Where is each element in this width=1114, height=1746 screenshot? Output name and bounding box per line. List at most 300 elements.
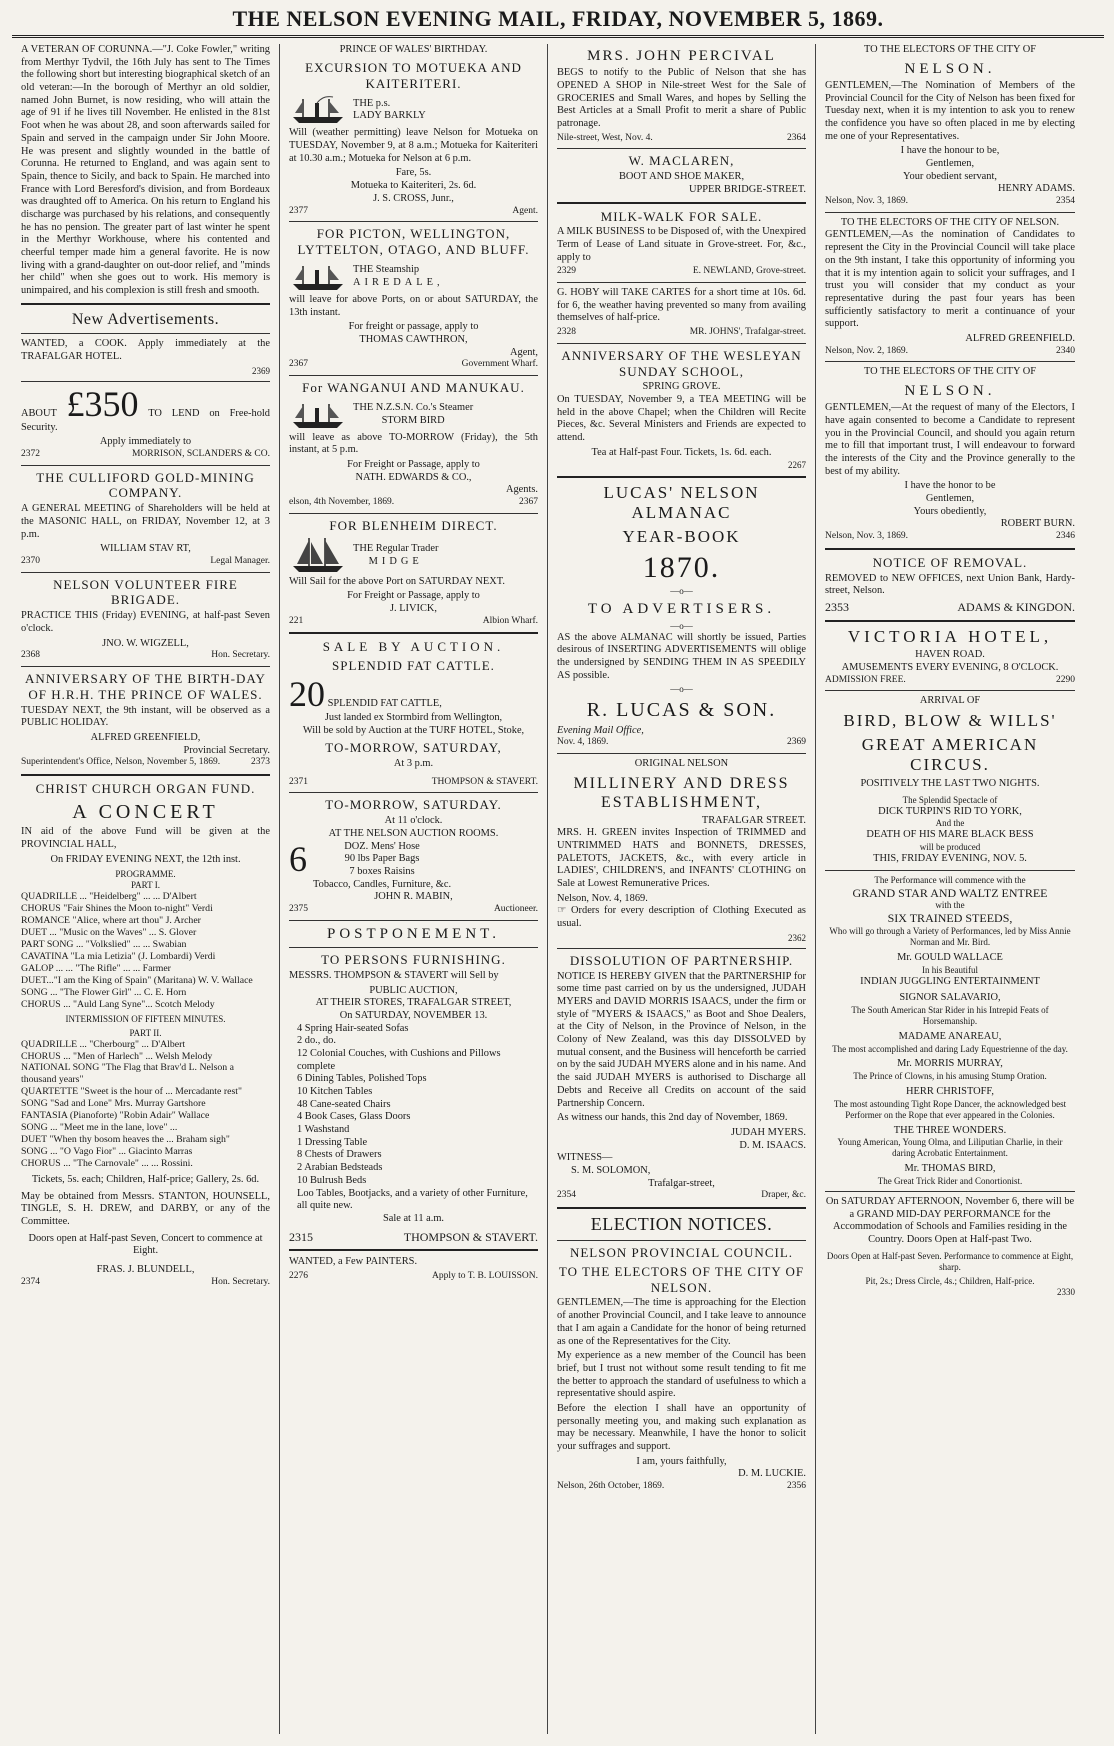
millinery-body: MRS. H. GREEN invites Inspection of TRIMMED and UNTRIMMED HATS and BONNETS, DRESSES, PALETOTS, JACKETS, &c., with every article in LADIES', CHILDREN'S, and INFANTS' CLOTHING on Sale at Lowest Remunerative Prices. (557, 827, 806, 890)
lend-ad (21, 383, 270, 435)
almanac-sub: YEAR-BOOK (622, 526, 741, 546)
dissolution-sig2: D. M. ISAACS. (739, 1139, 806, 1151)
ship-label: THE p.s. (353, 97, 391, 109)
greenfield-body: GENTLEMEN,—As the nomination of Candidates to represent the City in the Provincial Council will take place on the 9th instant, I take this opportunity of informing you that it is my intention again to solicit your suffrages, and I trust you will consider that my conduct as your representative during the past four years has been sufficiently satisfactory to merit a continuance of your support. (825, 229, 1075, 330)
programme-item: CHORUS ... "The Carnovale" ... ... Rossini. (21, 1157, 193, 1169)
painters-apply: Apply to T. B. LOUISSON. (431, 1270, 538, 1281)
culliford-footer (21, 556, 270, 568)
dissolution-body: NOTICE IS HEREBY GIVEN that the PARTNERSHIP for some time past carried on by us the undersigned, JUDAH MYERS and DAVID MORRIS ISAACS, under the firm or style of "MYERS & ISAACS," as Boot and Shoe Dealers, at the City of Nelson, in the Province of Nelson, in the Colony of New Zealand, was this day DISSOLVED by mutual consent, and the Business will henceforth be carried on by the said JUDAH MYERS alone and in his name. And the said JUDAH MYERS is authorised to Discharge all Debts and Receive all Credits on account of the said Partnership Concern. (557, 970, 806, 1109)
cross-footer (289, 206, 538, 218)
burn-honour: I have the honor to be (904, 480, 996, 492)
victoria-title: VICTORIA HOTEL, (847, 626, 1053, 646)
tomorrow-title: TO-MORROW, SATURDAY. (325, 797, 502, 813)
cattle-number: 20 (289, 673, 325, 714)
ad-number: 2373 (251, 757, 270, 768)
concert-sig: FRAS. J. BLUNDELL, (96, 1264, 195, 1276)
midge-footer (289, 616, 538, 628)
programme-part1 (21, 891, 270, 1010)
dissolution-wname: S. M. SOLOMON, (571, 1164, 651, 1176)
cattle-sig: THOMPSON & STAVERT. (431, 776, 538, 787)
furnishing-time: Sale at 11 a.m. (382, 1212, 445, 1224)
tickets: Tickets, 5s. each; Children, Half-price; Gallery, 2s. 6d. (31, 1173, 260, 1185)
milk-title: MILK-WALK FOR SALE. (600, 208, 763, 224)
dissolution-wrole: Trafalgar-street, (648, 1177, 715, 1189)
divider (557, 476, 806, 478)
tomorrow-time: At 11 o'clock. (384, 815, 443, 827)
adams-date: Nelson, Nov. 3, 1869. (825, 196, 909, 207)
programme-item: CAVATINA "La mia Letizia" (J. Lombardi) Verdi (21, 950, 216, 962)
ad-number: 2315 (289, 1229, 313, 1244)
tomorrow-number: 6 (289, 838, 307, 879)
circus-wallace: Mr. GOULD WALLACE (897, 951, 1003, 963)
furnishing-date: On SATURDAY, NOVEMBER 13. (339, 1009, 488, 1021)
circus-grand: GRAND STAR AND WALTZ ENTREE (852, 885, 1048, 900)
millinery-title: MILLINERY AND DRESS ESTABLISHMENT, (573, 774, 790, 812)
hand-icon: ☞ (557, 905, 572, 917)
ornament: —o— (670, 684, 693, 695)
ad-number: 2368 (21, 650, 40, 661)
midge-ad (289, 536, 538, 576)
ad-number: 2374 (21, 1276, 40, 1287)
cattle-footer (289, 777, 538, 789)
lend-text: TO LEND on Free-hold Security. (21, 407, 270, 433)
programme-item: SONG ... "The Flower Girl" ... C. E. Horn (21, 986, 187, 998)
programme-item: SONG ... "Meet me in the lane, love" ... (21, 1122, 178, 1134)
midge-body: Will Sail for the above Port on SATURDAY NEXT. (289, 575, 505, 587)
lend-apply: Apply immediately to (99, 436, 192, 448)
circus-bird-desc: The Great Trick Rider and Conortionist. (877, 1176, 1023, 1187)
circus-six-desc: Who will go through a Variety of Performances, led by Miss Annie Norman and Mr. Bird. (829, 925, 1071, 947)
programme-item: NATIONAL SONG "The Flag that Brav'd L. Nelson a thousand years" (21, 1062, 235, 1086)
circus-wallace-b: In his Beautiful (922, 964, 978, 975)
ad-number: 2369 (252, 365, 270, 376)
programme-part2 (21, 1039, 270, 1170)
obtained: May be obtained from Messrs. STANTON, HOUNSELL, TINGLE, S. H. DREW, and DARBY, or any of the Committee. (21, 1190, 270, 1227)
masthead: THE NELSON EVENING MAIL, FRIDAY, NOVEMBER 5, 1869. (12, 6, 1104, 38)
auction-item: 7 boxes Raisins (349, 866, 415, 878)
excursion-title: EXCURSION TO MOTUEKA AND KAITERITERI. (305, 59, 522, 91)
ad-number: 2276 (289, 1270, 308, 1281)
greenfield-date: Nelson, Nov. 2, 1869. (825, 345, 909, 356)
doors: Doors open at Half-past Seven, Concert to commence at Eight. (28, 1232, 263, 1257)
millinery-orders (557, 905, 806, 930)
divider (289, 920, 538, 921)
concert-heading: A CONCERT (72, 800, 219, 823)
ad-number: 2346 (1056, 531, 1075, 542)
veteran-article: A VETERAN OF CORUNNA.—"J. Coke Fowler," writing from Merthyr Tydvil, the 16th July has sent to The Times the following short but interesting biographical sketch of an old veteran:—In the borough of Merthyr an old soldier, named John Burnet, is now residing, who will attain the age of 91 if he lives till November. He enlisted in the 81st Foot when he was about 28, and soon afterwards sailed for Spain and served in the campaign under Sir John Moore. He was present and slightly wounded in the battle of Corunna. He returned to England, and was again sent to Spain, thence to Sicily, and back to Spain. He marched into France with Lord Beresford's division, and from Bordeaux was draughted off to America. On his return to England his discharge was purchased by his relations, and consequently he has no pension. The greater part of last winter he spent in the Merthyr Workhouse, where his contented and cheerful temper made him a general favorite. He is now living with a grand-daughter on out-door relief, and "minds her child" when she goes out to work. His memory is unimpaired, and his complexion is still fresh and smooth. (21, 44, 270, 297)
ship-label: THE Steamship (353, 264, 420, 276)
circus-three-desc: Young American, Young Olma, and Liliputian Charlie, in their daring Acrobatic Entertainment. (837, 1137, 1063, 1159)
circus-pit: Pit, 2s.; Dress Circle, 4s.; Children, Half-price. (865, 1275, 1035, 1286)
divider (825, 870, 1075, 871)
mabin-role: Auctioneer. (493, 904, 538, 915)
auction-item: Tobacco, Candles, Furniture, &c. (313, 878, 452, 890)
dissolution-witness-label: WITNESS— (557, 1152, 613, 1164)
circus-salavario-desc: The South American Star Rider in his Intrepid Feats of Horsemanship. (851, 1004, 1049, 1026)
birthday-office: Superintendent's Office, Nelson, November 5, 1869. (21, 757, 221, 768)
furniture-item: 1 Washstand (297, 1124, 350, 1136)
programme-item: DUET "When thy bosom heaves the ... Braham sigh" (21, 1134, 230, 1146)
luckie-sig: D. M. LUCKIE. (738, 1468, 806, 1480)
almanac-year: 1870. (642, 550, 721, 584)
adams-sig: HENRY ADAMS. (998, 183, 1075, 195)
adams-honour: I have the honour to be, (900, 145, 1000, 157)
cattle-sold: Will be sold by Auction at the TURF HOTEL, Stoke, (302, 724, 525, 736)
midge-sig: J. LIVICK, (389, 602, 438, 614)
furniture-item: Loo Tables, Bootjacks, and a variety of other Furniture, all quite new. (297, 1187, 528, 1212)
ad-number: 2330 (1057, 1286, 1075, 1297)
airedale-body: will leave for above Ports, on or about SATURDAY, the 13th instant. (289, 293, 538, 318)
almanac-title: LUCAS' NELSON ALMANAC (603, 482, 760, 523)
circus-spectacle: The Splendid Spectacle of (902, 794, 998, 805)
ad-number: 2354 (1056, 196, 1075, 207)
ad-number: 2369 (787, 737, 806, 748)
sale-title: SALE BY AUCTION. (322, 639, 505, 655)
programme-heading: PROGRAMME. (115, 869, 176, 880)
circus-title: GREAT AMERICAN CIRCUS. (861, 734, 1039, 775)
stormbird-body: will leave as above TO-MORROW (Friday), the 5th instant, at 5 p.m. (289, 431, 538, 456)
lend-amount: £350 (66, 383, 139, 424)
concert-footer (21, 1277, 270, 1289)
adams-footer (825, 196, 1075, 208)
victoria-admission: ADMISSION FREE. (825, 674, 906, 685)
dissolution-sig1: JUDAH MYERS. (730, 1126, 806, 1138)
almanac-office: Evening Mail Office, (557, 724, 644, 736)
maclaren-trade: BOOT AND SHOE MAKER, (618, 171, 745, 183)
ship-name: LADY BARKLY (353, 110, 426, 122)
ad-number: 2353 (825, 599, 849, 614)
ad-number: 2290 (1056, 674, 1075, 685)
removal-footer (825, 600, 1075, 615)
divider (21, 381, 270, 382)
ship-name: STORM BIRD (381, 414, 445, 426)
stormbird-ad (289, 398, 538, 432)
divider (557, 948, 806, 949)
circus-murray: Mr. MORRIS MURRAY, (897, 1058, 1003, 1070)
painters-ad: WANTED, a Few PAINTERS. (289, 1256, 418, 1268)
programme-item: CHORUS ... "Auld Lang Syne"... Scotch Melody (21, 998, 215, 1010)
furniture-item: 2 Arabian Bedsteads (297, 1162, 383, 1174)
luckie-body3: Before the election I shall have an opportunity of personally meeting you, and making such explanation as may be necessary. Meanwhile, I have the honor to solicit your suffrages and support. (557, 1402, 806, 1452)
circus-will: will be produced (919, 842, 981, 853)
ad-number: 2370 (21, 556, 40, 567)
dissolution-wjob: Draper, &c. (761, 1190, 806, 1201)
victoria-amuse: AMUSEMENTS EVERY EVENING, 8 O'CLOCK. (841, 661, 1059, 673)
election-heading: ELECTION NOTICES. (590, 1213, 773, 1234)
lend-sign (21, 449, 270, 461)
divider (557, 148, 806, 149)
divider (21, 333, 270, 334)
programme-item: ROMANCE "Alice, where art thou" J. Archer (21, 915, 201, 927)
luckie-date: Nelson, 26th October, 1869. (557, 1481, 665, 1492)
cattle-time: At 3 p.m. (393, 758, 434, 770)
hoby-body: G. HOBY will TAKE CARTES for a short time at 10s. 6d. for 6, the weather having prevented so many from availing themselves of half-price. (557, 287, 806, 324)
wesleyan-tea: Tea at Half-past Four. Tickets, 1s. 6d. each. (591, 446, 772, 458)
circus-anareau: MADAME ANAREAU, (898, 1030, 1002, 1042)
furniture-item: 10 Bulrush Beds (297, 1174, 367, 1186)
programme-item: DUET ... "Music on the Waves" ... S. Glover (21, 927, 197, 939)
culliford-role: Legal Manager. (210, 556, 270, 567)
ship-name: MIDGE (368, 555, 423, 567)
circus-with: with the (935, 900, 965, 911)
midge-role: Albion Wharf. (482, 615, 538, 626)
divider (557, 343, 806, 344)
programme-item: SONG ... "O Vago Fior" ... Giacinto Marras (21, 1146, 193, 1158)
burn-date: Nelson, Nov. 3, 1869. (825, 531, 909, 542)
ornament: —o— (670, 586, 693, 597)
column-4 (816, 44, 1084, 1734)
cross-sig: J. S. CROSS, Junr., (373, 192, 454, 204)
blenheim-title: FOR BLENHEIM DIRECT. (329, 517, 498, 533)
culliford-body: A GENERAL MEETING of Shareholders will be held at the MASONIC HALL, on FRIDAY, November 12, at 3 p.m. (21, 503, 270, 540)
programme-item: QUARTETTE "Sweet is the hour of ... Mercadante rest" (21, 1086, 242, 1098)
part2-heading: PART II. (129, 1027, 162, 1038)
divider (289, 375, 538, 376)
divider (557, 202, 806, 204)
cattle-title: SPLENDID FAT CATTLE. (332, 658, 495, 674)
circus-salavario: SIGNOR SALAVARIO, (899, 992, 1001, 1004)
victoria-footer (825, 675, 1075, 687)
picton-title: FOR PICTON, WELLINGTON, LYTTELTON, OTAGO, AND BLUFF. (297, 226, 530, 257)
almanac-footer (557, 737, 806, 749)
ad-number: 2267 (788, 459, 806, 470)
circus-wallace-c: INDIAN JUGGLING ENTERTAINMENT (860, 975, 1040, 987)
divider (825, 1191, 1075, 1192)
maclaren-street: UPPER BRIDGE-STREET. (689, 183, 806, 195)
furniture-item: 12 Colonial Couches, with Cushions and Pillows complete (297, 1047, 501, 1072)
hoby-sig: MR. JOHNS', Trafalgar-street. (689, 327, 806, 338)
programme-item: PART SONG ... "Volkslied" ... ... Swabian (21, 939, 187, 951)
divider (289, 513, 538, 514)
millinery-date: Nelson, Nov. 4, 1869. (557, 892, 648, 904)
steamship-icon (289, 398, 347, 432)
millinery-street: TRAFALGAR STREET. (701, 814, 806, 826)
columns (12, 44, 1104, 1734)
ad-number: 2375 (289, 904, 308, 915)
fare-sub: Motueka to Kaiteriteri, 2s. 6d. (350, 180, 477, 192)
almanac-body: AS the above ALMANAC will shortly be issued, Parties desirous of INSERTING ADVERTISEMENTS will oblige the undersigned by SENDING THEM IN AS SPEEDILY AS possible. (557, 631, 806, 681)
divider (557, 1207, 806, 1209)
divider (289, 947, 538, 948)
culliford-sig: WILLIAM STAV RT, (100, 543, 191, 555)
removal-sig: ADAMS & KINGDON. (957, 599, 1075, 614)
wesleyan-title: ANNIVERSARY OF THE WESLEYAN SUNDAY SCHOOL, (561, 347, 802, 379)
furniture-item: 1 Dressing Table (297, 1136, 368, 1148)
furniture-item: 8 Chests of Drawers (297, 1149, 382, 1161)
auction-item: DOZ. Mens' Hose (344, 840, 420, 852)
greenfield-sig: ALFRED GREENFIELD. (965, 332, 1075, 344)
circus-friday: THIS, FRIDAY EVENING, NOV. 5. (873, 853, 1027, 865)
circus-death: DEATH OF HIS MARE BLACK BESS (866, 829, 1034, 841)
furniture-item: 6 Dining Tables, Polished Tops (297, 1073, 427, 1085)
ad-number: 2362 (788, 932, 806, 943)
ship-name: AIREDALE, (353, 276, 444, 288)
cattle-landed: Just landed ex Stormbird from Wellington, (324, 711, 503, 723)
almanac-date: Nov. 4, 1869. (557, 737, 609, 748)
burn-footer (825, 531, 1075, 543)
fire-role: Hon. Secretary. (211, 650, 270, 661)
column-2 (280, 44, 548, 1734)
programme-item: FANTASIA (Pianoforte) "Robin Adair" Wallace (21, 1110, 210, 1122)
ad-number: 2371 (289, 776, 308, 787)
luckie-body2: My experience as a new member of the Council has been brief, but I trust not without some result tending to fit me the better to approach the standard of usefulness to which a representative should aspire. (557, 1350, 806, 1400)
furnishing-sig: THOMPSON & STAVERT. (403, 1229, 538, 1244)
greenfield-footer (825, 346, 1075, 358)
furnishing-intro: MESSRS. THOMPSON & STAVERT will Sell by (289, 969, 499, 981)
airedale-wharf: Government Wharf. (461, 359, 538, 370)
ad-number: 2354 (557, 1190, 576, 1201)
birthday-sig: ALFRED GREENFIELD, (90, 732, 201, 744)
divider (289, 1249, 538, 1251)
milk-footer (557, 266, 806, 278)
painters-footer (289, 1271, 538, 1283)
lady-barkly-ad (289, 93, 538, 127)
circus-perf: The Performance will commence with the (874, 874, 1026, 885)
cook-ad: WANTED, a COOK. Apply immediately at the TRAFALGAR HOTEL. (21, 338, 270, 362)
ad-number: 221 (289, 615, 304, 626)
milk-body: A MILK BUSINESS to be Disposed of, with the Unexpired Term of Lease of Land situate in Grove-street. For, &c., apply to (557, 226, 806, 263)
removal-title: NOTICE OF REMOVAL. (872, 554, 1028, 570)
milk-sig: E. NEWLAND, Grove-street. (692, 266, 806, 277)
circus-saturday: On SATURDAY AFTERNOON, November 6, there will be a GRAND MID-DAY PERFORMANCE for the Accommodation of Schools and Families residing in the Country. Doors Open at Half-past Two. (825, 1196, 1075, 1246)
luckie-yours: I am, yours faithfully, (636, 1455, 727, 1467)
luckie-footer (557, 1481, 806, 1493)
ad-number: 2367 (519, 497, 538, 508)
divider (825, 548, 1075, 550)
circus-positively: POSITIVELY THE LAST TWO NIGHTS. (860, 778, 1040, 790)
furnishing-auction: PUBLIC AUCTION, (369, 984, 458, 996)
npc-heading: NELSON PROVINCIAL COUNCIL. (569, 1244, 794, 1260)
furnishing-items (289, 1023, 538, 1213)
furniture-item: 4 Book Cases, Glass Doors (297, 1111, 411, 1123)
ad-number: 2356 (787, 1481, 806, 1492)
concert-date: On FRIDAY EVENING NEXT, the 12th inst. (50, 853, 241, 865)
stormbird-apply: For Freight or Passage, apply to (347, 459, 480, 471)
burn-to: TO THE ELECTORS OF THE CITY OF (863, 366, 1037, 378)
luckie-body: GENTLEMEN,—The time is approaching for the Election of another Provincial Council, and I take leave to announce that I am again a Candidate for the honor of being returned as one of the Representatives for the City. (557, 1297, 806, 1347)
column-1 (12, 44, 280, 1734)
burn-body: GENTLEMEN,—At the request of many of the Electors, I have again consented to become a Candidate to represent you in the Provincial Council, and should you again return me to fill that important trust, I will endeavour to forward the interests of the City and the Province generally to the best of my ability. (825, 402, 1075, 477)
ad-number: 2340 (1056, 345, 1075, 356)
dissolution-footer (557, 1190, 806, 1202)
programme-item: GALOP ... ... "The Rifle" ... ... Farmer (21, 962, 171, 974)
mabin-sig: JOHN R. MABIN, (374, 891, 453, 903)
burn-sig: ROBERT BURN. (1000, 518, 1075, 530)
ornament: —o— (670, 620, 693, 631)
adams-to: TO THE ELECTORS OF THE CITY OF (863, 44, 1037, 55)
hoby-footer (557, 327, 806, 339)
divider (21, 465, 270, 466)
concert-body: IN aid of the above Fund will be given at the PROVINCIAL HALL, (21, 826, 270, 850)
victoria-sub: HAVEN ROAD. (915, 649, 985, 661)
tomorrow-items (289, 838, 538, 892)
tomorrow-place: AT THE NELSON AUCTION ROOMS. (328, 827, 499, 839)
ad-number: 2329 (557, 266, 576, 277)
furniture-item: 10 Kitchen Tables (297, 1086, 373, 1098)
programme-item: CHORUS "Fair Shines the Moon to-night" Verdi (21, 903, 213, 915)
ship-label: THE Regular Trader (353, 542, 439, 554)
divider (825, 212, 1075, 213)
ship-label: THE N.Z.S.N. Co.'s Steamer (353, 402, 474, 414)
divider (825, 620, 1075, 622)
fire-footer (21, 650, 270, 662)
cattle-day: TO-MORROW, SATURDAY, (325, 740, 502, 756)
programme-item: CHORUS ... "Men of Harlech" ... Welsh Melody (21, 1050, 213, 1062)
airedale-ad (289, 260, 538, 294)
church-title: CHRIST CHURCH ORGAN FUND. (35, 781, 256, 797)
dissolution-witness: As witness our hands, this 2nd day of November, 1869. (557, 1112, 788, 1124)
divider (21, 774, 270, 776)
millinery-orig: ORIGINAL NELSON (634, 757, 729, 769)
part1-heading: PART I. (131, 880, 160, 891)
furnishing-title: TO PERSONS FURNISHING. (321, 951, 506, 967)
birthday-role: Provincial Secretary. (183, 744, 270, 756)
circus-christoff: HERR CHRISTOFF, (906, 1086, 994, 1098)
airedale-role: Agent, (510, 346, 538, 358)
divider (825, 690, 1075, 691)
fare: Fare, 5s. (395, 167, 432, 179)
circus-six: SIX TRAINED STEEDS, (887, 911, 1013, 926)
new-ads-heading: New Advertisements. (71, 310, 220, 328)
adams-serv: Your obedient servant, (903, 170, 997, 182)
concert-role: Hon. Secretary. (211, 1276, 270, 1287)
programme-item: QUADRILLE ... "Cherbourg" ... D'Albert (21, 1038, 186, 1050)
birthday-title: ANNIVERSARY OF THE BIRTH-DAY OF H.R.H. THE PRINCE OF WALES. (25, 670, 266, 702)
airedale-sig: THOMAS CAWTHRON, (359, 333, 468, 345)
circus-murray-desc: The Prince of Clowns, in his amusing Stump Oration. (853, 1071, 1047, 1082)
steamship-icon (289, 260, 347, 294)
divider (557, 282, 806, 283)
divider (289, 221, 538, 222)
divider (289, 792, 538, 793)
divider (825, 361, 1075, 362)
midge-apply: For Freight or Passage, apply to (347, 590, 480, 602)
removal-body: REMOVED to NEW OFFICES, next Union Bank, Hardy-street, Nelson. (825, 572, 1075, 597)
lady-barkly-body: Will (weather permitting) leave Nelson for Motueka on TUESDAY, November 9, at 8 a.m.; Motueka for Kaiteriteri at 10.30 a.m.; Motueka for Nelson at 6 p.m. (289, 127, 538, 164)
furniture-item: 2 do., do. (297, 1035, 336, 1047)
circus-names: BIRD, BLOW & WILLS' (843, 710, 1057, 730)
circus-anareau-desc: The most accomplished and daring Lady Equestrienne of the day. (832, 1043, 1068, 1054)
divider (21, 572, 270, 573)
to-advertisers: TO ADVERTISERS. (587, 601, 776, 618)
wanganui-title: For WANGANUI AND MANUKAU. (302, 379, 525, 395)
almanac-sig: R. LUCAS & SON. (586, 699, 777, 722)
dissolution-title: DISSOLUTION OF PARTNERSHIP. (569, 952, 794, 968)
burn-gent: Gentlemen, (925, 493, 975, 504)
furniture-item: 48 Cane-seated Chairs (297, 1098, 391, 1110)
maclaren-name: W. MACLAREN, (628, 153, 735, 169)
wesleyan-body: On TUESDAY, November 9, a TEA MEETING will be held in the above Chapel; when the Children will Recite Pieces, &c. Several Ministers and Friends are expected to attend. (557, 394, 806, 444)
lend-about: ABOUT (21, 407, 57, 419)
furnishing-stores: AT THEIR STORES, TRAFALGAR STREET, (315, 997, 512, 1009)
greenfield-to: TO THE ELECTORS OF THE CITY OF NELSON. (840, 216, 1060, 228)
divider (289, 632, 538, 634)
divider (557, 1240, 806, 1241)
sailing-ship-icon (289, 536, 347, 576)
programme-item: QUADRILLE ... "Heidelberg" ... ... D'Albert (21, 891, 197, 903)
circus-and: And the (935, 818, 965, 829)
furniture-item: 4 Spring Hair-seated Sofas (297, 1022, 409, 1034)
birthday-footer (21, 757, 270, 769)
lend-firm: MORRISON, SCLANDERS & CO. (131, 448, 270, 459)
ad-number: 2364 (787, 132, 806, 143)
percival-date: Nile-street, West, Nov. 4. (557, 132, 653, 143)
intermission: INTERMISSION OF FIFTEEN MINUTES. (65, 1013, 226, 1024)
programme-item: DUET..."I am the King of Spain" (Maritana) W. V. Wallace (21, 974, 253, 986)
burn-nelson: NELSON. (904, 382, 996, 399)
circus-christoff-desc: The most astounding Tight Rope Dancer, the acknowledged best Performer on the Rope that ever appeared in the Colonies. (833, 1098, 1067, 1120)
birthday-body: TUESDAY NEXT, the 9th instant, will be observed as a PUBLIC HOLIDAY. (21, 704, 270, 729)
